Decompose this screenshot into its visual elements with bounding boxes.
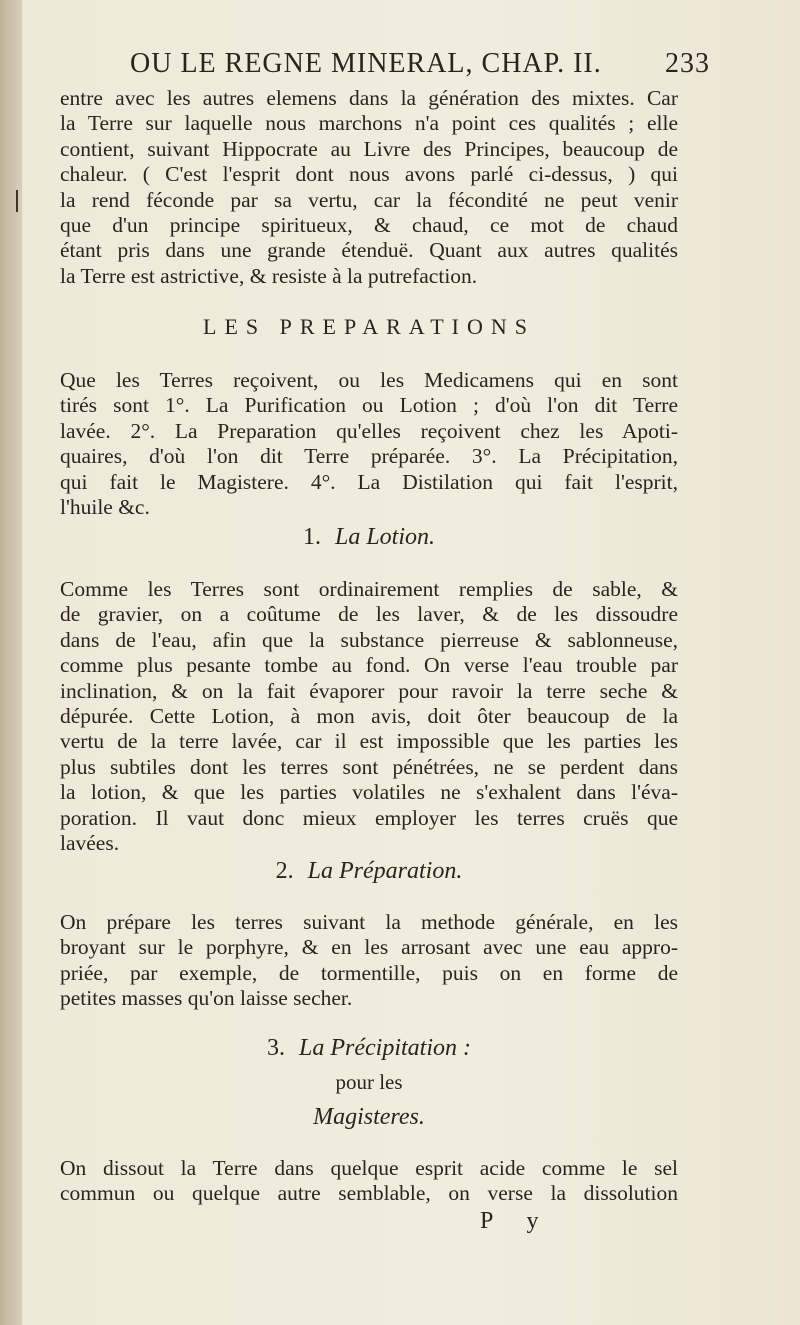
text-line: de gravier, on a coûtume de les laver, & de les dissoudre — [60, 602, 678, 627]
page-binding-edge — [0, 0, 22, 1325]
margin-mark — [16, 190, 18, 212]
text-line: la rend féconde par sa vertu, car la fécondité ne peut venir — [60, 187, 678, 212]
text-line: étant pris dans une grande étenduë. Quant aux autres qualités — [60, 238, 678, 263]
paragraph-3 — [60, 577, 678, 856]
subheading-label: La Précipitation : — [299, 1035, 471, 1061]
subheading-lotion — [60, 524, 678, 551]
text-line: commun ou quelque autre semblable, on verse la dissolution — [60, 1181, 678, 1206]
text-line: lavées. — [60, 831, 120, 856]
text-line: priée, par exemple, de tormentille, puis on en forme de — [60, 960, 678, 985]
subheading-label: La Lotion. — [334, 524, 436, 550]
text-line: chaleur. ( C'est l'esprit dont nous avons parlé ci-dessus, ) qui — [60, 162, 678, 187]
text-line: petites masses qu'on laisse secher. — [60, 986, 353, 1011]
subheading-number: 1. — [302, 524, 321, 550]
text-line: la Terre est astrictive, & resiste à la putrefaction. — [60, 263, 478, 288]
paragraph-5 — [60, 1156, 678, 1207]
text-line: inclination, & on la fait évaporer pour ravoir la terre seche & — [60, 678, 678, 703]
text-line: tirés sont 1°. La Purification ou Lotion ; d'où l'on dit Terre — [60, 393, 678, 418]
text-line: quaires, d'où l'on dit Terre préparée. 3°. La Précipitation, — [60, 444, 678, 469]
subheading-number: 2. — [275, 858, 294, 884]
subheading-line: pour les — [335, 1070, 403, 1094]
text-line: qui fait le Magistere. 4°. La Distilation qui fait l'esprit, — [60, 469, 678, 494]
text-line: plus subtiles dont les terres sont pénétrées, ne se perdent dans — [60, 754, 678, 779]
text-line: la lotion, & que les parties volatiles ne s'exhalent dans l'éva- — [60, 780, 678, 805]
paragraph-2 — [60, 368, 678, 520]
text-line: dépurée. Cette Lotion, à mon avis, doit ôter beaucoup de la — [60, 704, 678, 729]
running-head — [130, 44, 710, 86]
text-line: l'huile &c. — [60, 495, 150, 520]
text-line: Comme les Terres sont ordinairement remplies de sable, & — [60, 577, 678, 601]
text-line: contient, suivant Hippocrate au Livre des Principes, beaucoup de — [60, 136, 678, 161]
text-line: vertu de la terre lavée, car il est impossible que les parties les — [60, 729, 678, 754]
text-line: On dissout la Terre dans quelque esprit acide comme le sel — [60, 1156, 678, 1180]
subheading-precipitation — [60, 1035, 678, 1062]
text-line: comme plus pesante tombe au fond. On verse l'eau trouble par — [60, 653, 678, 678]
subheading-number: 3. — [267, 1035, 285, 1061]
section-title: LES PREPARATIONS — [203, 314, 535, 339]
subheading-label: La Préparation. — [307, 858, 463, 884]
paragraph-1 — [60, 86, 678, 289]
text-line: lavée. 2°. La Preparation qu'elles reçoivent chez les Apoti- — [60, 418, 678, 443]
page-number: 233 — [665, 48, 710, 79]
text-line: poration. Il vaut donc mieux employer les terres cruës que — [60, 805, 678, 830]
text-line: que d'un principe spiritueux, & chaud, ce mot de chaud — [60, 213, 678, 238]
text-line: Que les Terres reçoivent, ou les Medicamens qui en sont — [60, 368, 678, 392]
running-head-title: OU LE REGNE MINERAL, CHAP. II. — [130, 48, 602, 79]
text-line: entre avec les autres elemens dans la génération des mixtes. Car — [60, 86, 678, 110]
subheading-magisteres: Magisteres. — [313, 1104, 425, 1130]
text-line: broyant sur le porphyre, & en les arrosant avec une eau appro- — [60, 935, 678, 960]
text-line: On prépare les terres suivant la methode générale, en les — [60, 910, 678, 934]
text-line: la Terre sur laquelle nous marchons n'a point ces qualités ; elle — [60, 111, 678, 136]
text-line: dans de l'eau, afin que la substance pierreuse & sablonneuse, — [60, 627, 678, 652]
signature-mark: P y — [480, 1208, 553, 1234]
subheading-preparation — [60, 858, 678, 885]
paragraph-4 — [60, 910, 678, 1012]
